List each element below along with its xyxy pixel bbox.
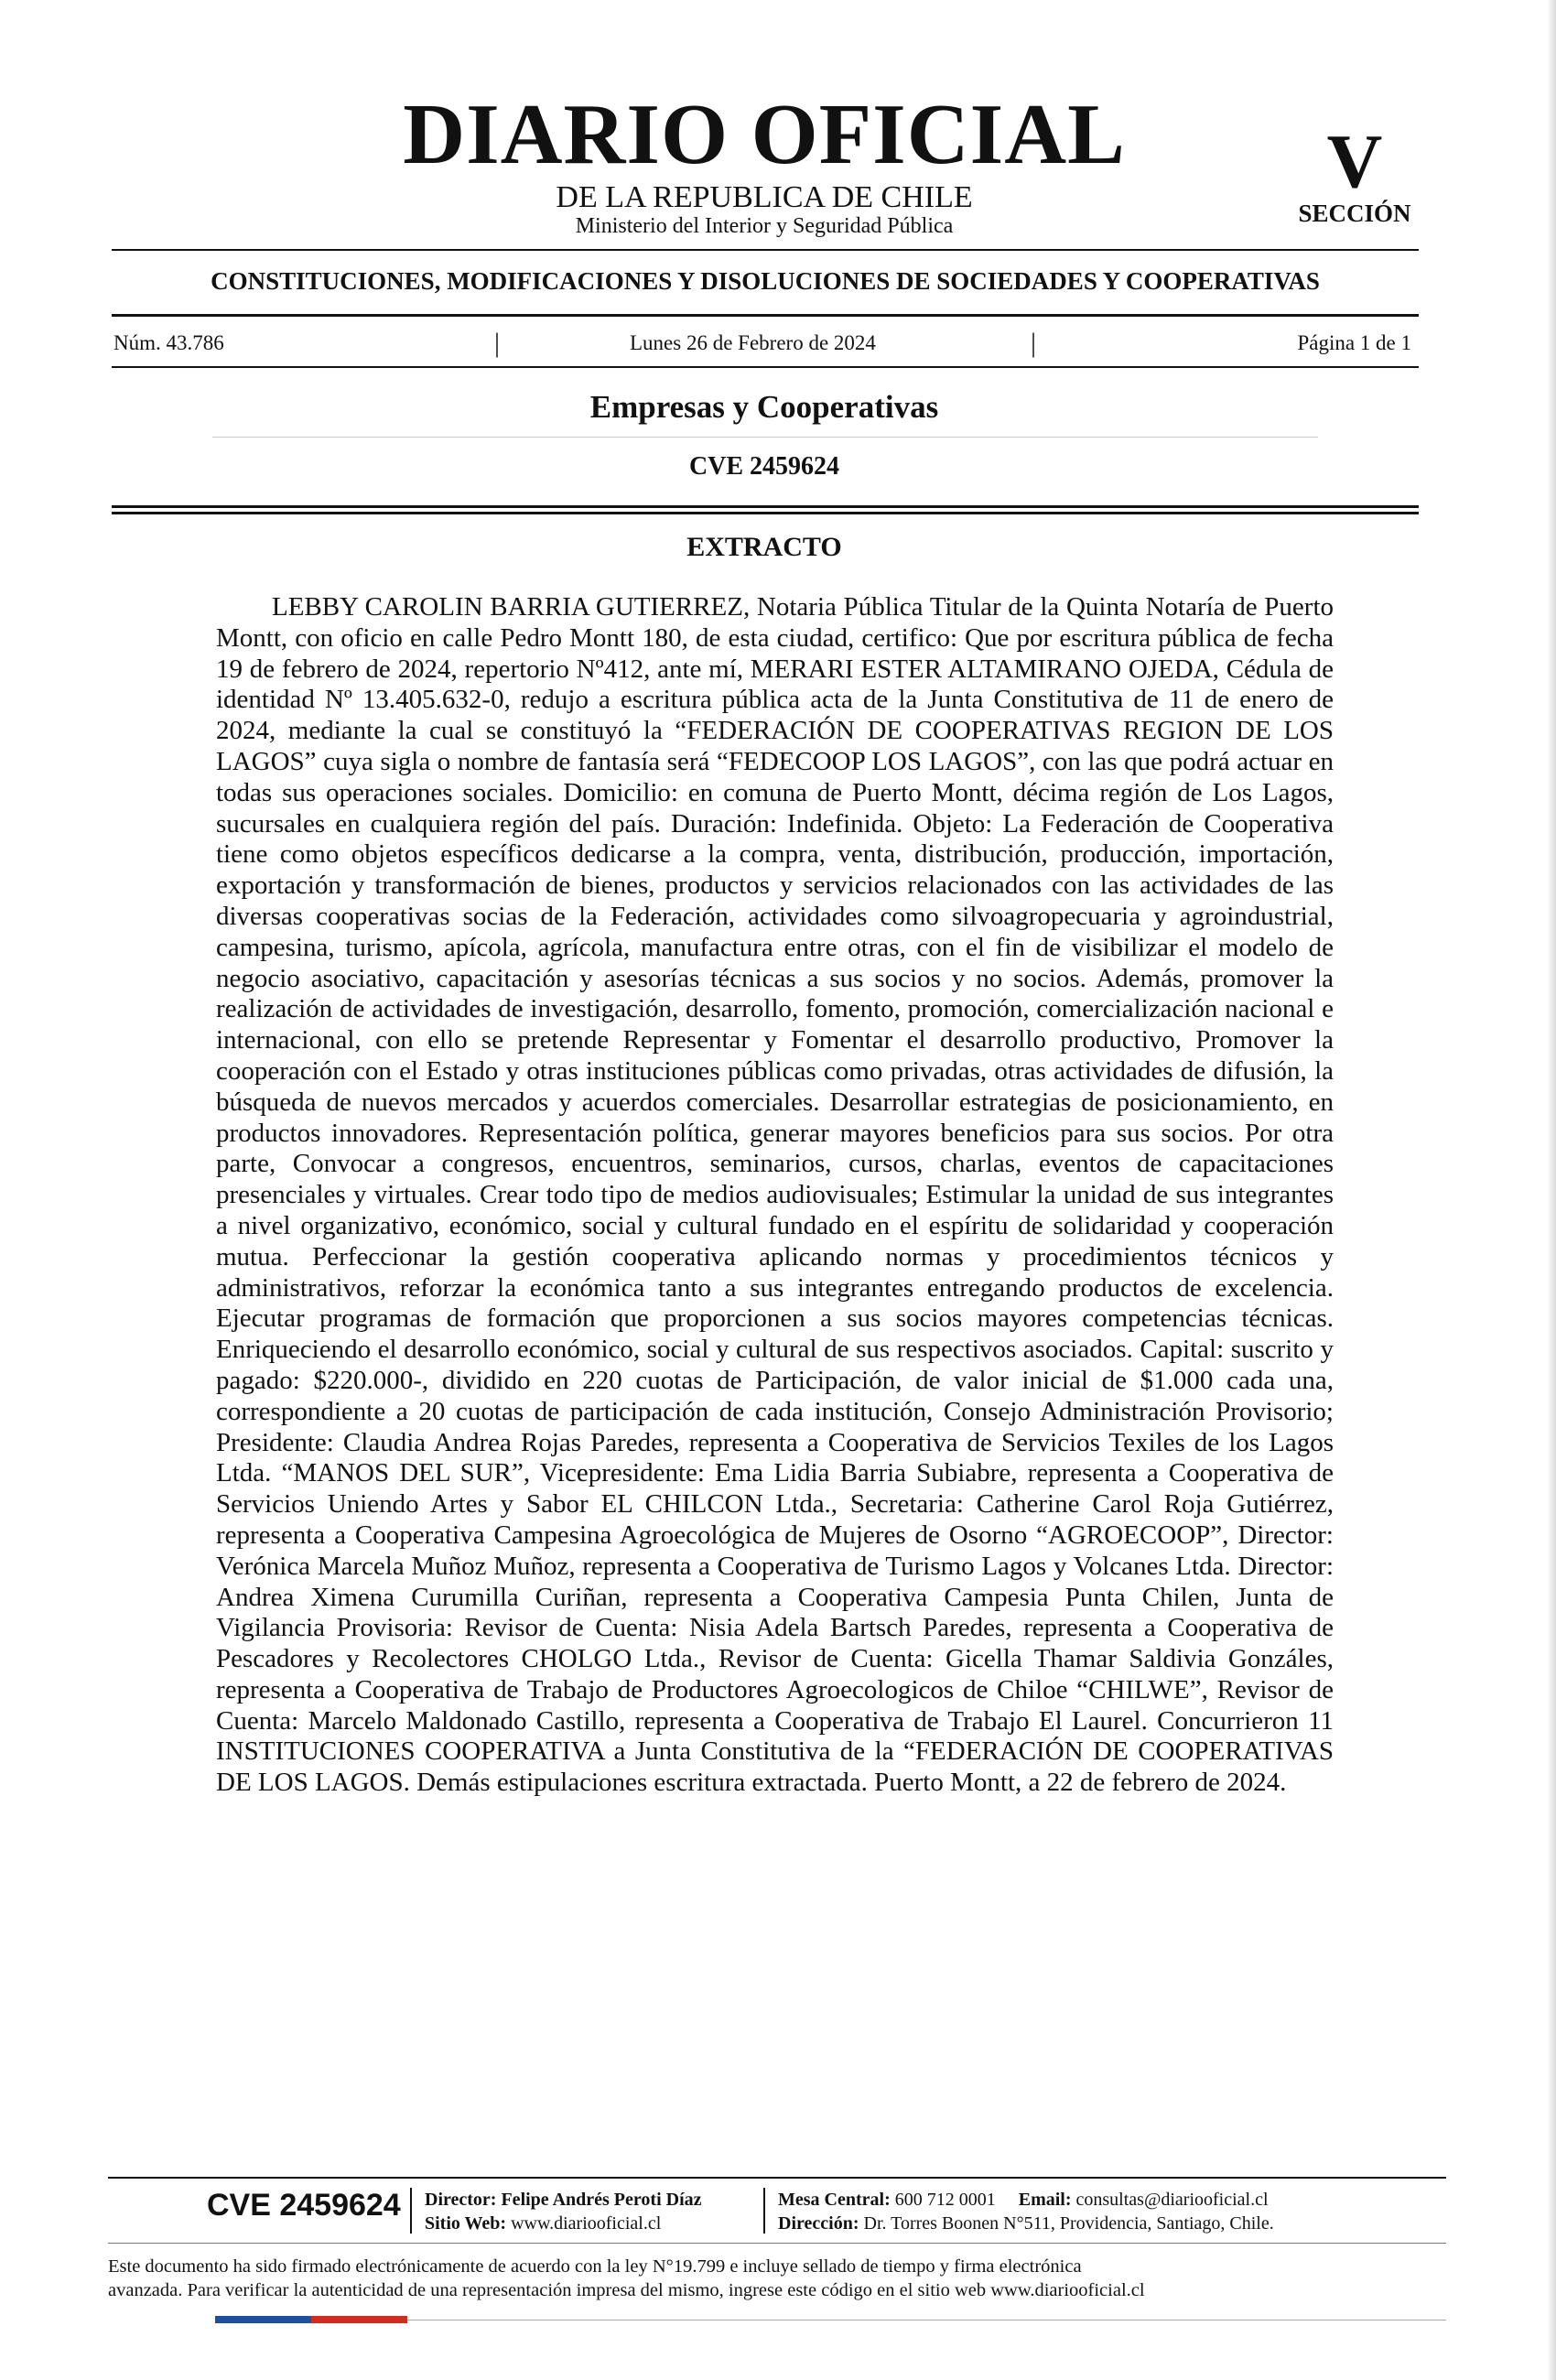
flag-stripe-red <box>311 2316 407 2323</box>
section-badge <box>1272 119 1437 228</box>
info-separator: | <box>1031 328 1037 358</box>
footer-divider <box>763 2188 765 2234</box>
newspaper-title: DIARIO OFICIAL <box>403 87 1126 182</box>
newspaper-subtitle: DE LA REPUBLICA DE CHILE <box>556 180 973 214</box>
page-edge-shadow <box>1547 0 1556 2380</box>
ministry-line: Ministerio del Interior y Seguridad Pública <box>575 213 954 238</box>
phone-number: 600 712 0001 <box>894 2190 996 2210</box>
email-label: Email: <box>1018 2190 1072 2210</box>
info-separator: | <box>494 328 501 358</box>
page-count: Página 1 de 1 <box>1297 331 1411 354</box>
footer-top-rule <box>108 2177 1446 2179</box>
section-letter: V <box>1326 119 1383 204</box>
director-label: Director: <box>425 2190 497 2210</box>
footer-signature-note-line1: Este documento ha sido firmado electrónicamente de acuerdo con la ley N°19.799 e incluye sellado de tiempo y firma electrónica <box>108 2256 1082 2277</box>
extract-body: LEBBY CAROLIN BARRIA GUTIERREZ, Notaria Pública Titular de la Quinta Notaría de Puerto Montt, con oficio en calle Pedro Montt 180, de esta ciudad, certifico: Que por escritura pública de fecha 19 de febrero de 2024, repertorio Nº412, ante mí, MERARI ESTER ALTAMIRANO OJEDA, Cédula de identidad Nº 13.405.632-0, redujo a escritura pública acta de la Junta Constitutiva de 11 de enero de 2024, mediante la cual se constituyó la “FEDERACIÓN DE COOPERATIVAS REGION DE LOS LAGOS” cuya sigla o nombre de fantasía será “FEDECOOP LOS LAGOS”, con las que podrá actuar en todas sus operaciones sociales. Domicilio: en comuna de Puerto Montt, décima región de Los Lagos, sucursales en cualquiera región del país. Duración: Indefinida. Objeto: La Federación de Cooperativa tiene como objetos específicos dedicarse a la compra, venta, distribución, producción, importación, exportación y transformación de bienes, productos y servicios relacionados con las actividades de las diversas cooperativas socias de la Federación, actividades como silvoagropecuaria y agroindustrial, campesina, turismo, apícola, agrícola, manufactura entre otras, con el fin de visibilizar el modelo de negocio asociativo, capacitación y asesorías técnicas a sus socios y no socios. Además, promover la realización de actividades de investigación, desarrollo, fomento, promoción, comercialización nacional e internacional, con ello se pretende Representar y Fomentar el desarrollo productivo, Promover la cooperación con el Estado y otras instituciones públicas como privadas, otras actividades de difusión, la búsqueda de nuevos mercados y acuerdos comerciales. Desarrollar estrategias de posicionamiento, en productos innovadores. Representación política, generar mayores beneficios para sus socios. Por otra parte, Convocar a congresos, encuentros, seminarios, cursos, charlas, eventos de capacitaciones presenciales y virtuales. Crear todo tipo de medios audiovisuales; Estimular la unidad de sus integrantes a nivel organizativo, económico, social y cultural fundado en el espíritu de solidaridad y cooperación mutua. Perfeccionar la gestión cooperativa aplicando normas y procedimientos técnicos y administrativos, reforzar la económica tanto a sus integrantes entregando productos de excelencia. Ejecutar programas de formación que proporcionen a sus socios mayores competencias técnicas. Enriqueciendo el desarrollo económico, social y cultural de sus respectivos asociados. Capital: suscrito y pagado: $220.000-, dividido en 220 cuotas de Participación, de valor inicial de $1.000 cada una, correspondiente a 20 cuotas de participación de cada institución, Consejo Administración Provisorio; Presidente: Claudia Andrea Rojas Paredes, representa a Cooperativa de Servicios Texiles de los Lagos Ltda. “MANOS DEL SUR”, Vicepresidente: Ema Lidia Barria Subiabre, representa a Cooperativa de Servicios Uniendo Artes y Sabor EL CHILCON Ltda., Secretaria: Catherine Carol Roja Gutiérrez, representa a Cooperativa Campesina Agroecológica de Mujeres de Osorno “AGROECOOP”, Director: Verónica Marcela Muñoz Muñoz, representa a Cooperativa de Turismo Lagos y Volcanes Ltda. Director: Andrea Ximena Curumilla Curiñan, representa a Cooperativa Campesia Punta Chilen, Junta de Vigilancia Provisoria: Revisor de Cuenta: Nisia Adela Bartsch Paredes, representa a Cooperativa de Pescadores y Recolectores CHOLGO Ltda., Revisor de Cuenta: Gicella Thamar Saldivia Gonzáles, representa a Cooperativa de Trabajo de Productores Agroecologicos de Chiloe “CHILWE”, Revisor de Cuenta: Marcelo Maldonado Castillo, representa a Cooperativa de Trabajo El Laurel. Concurrieron 11 INSTITUCIONES COOPERATIVA a Junta Constitutiva de la “FEDERACIÓN DE COOPERATIVAS DE LOS LAGOS. Demás estipulaciones escritura extractada. Puerto Montt, a 22 de febrero de 2024. <box>216 592 1334 1798</box>
footer-signature-note-line2: avanzada. Para verificar la autenticidad de una representación impresa del mismo, ingrese este código en el sitio web www.diariooficial.cl <box>108 2280 1145 2300</box>
issue-info-bar <box>112 328 1419 359</box>
section-banner: CONSTITUCIONES, MODIFICACIONES Y DISOLUCIONES DE SOCIEDADES Y COOPERATIVAS <box>211 267 1320 295</box>
category-heading: Empresas y Cooperativas <box>589 389 939 425</box>
phone-label: Mesa Central: <box>778 2190 891 2210</box>
issue-number: Núm. 43.786 <box>113 331 224 354</box>
issue-date: Lunes 26 de Febrero de 2024 <box>630 331 876 354</box>
footer-divider <box>410 2188 412 2234</box>
address-value: Dr. Torres Boonen N°511, Providencia, Santiago, Chile. <box>863 2213 1274 2234</box>
content-top-rule <box>112 505 1419 508</box>
category-underline <box>212 437 1318 438</box>
footer-contact <box>778 2190 1269 2211</box>
footer-director <box>425 2190 702 2211</box>
infobar-rule <box>112 366 1419 368</box>
footer-cve-code: CVE 2459624 <box>207 2188 401 2223</box>
section-label: SECCIÓN <box>1298 200 1411 227</box>
banner-top-rule <box>112 249 1419 251</box>
footer-address <box>778 2213 1274 2234</box>
website-label: Sitio Web: <box>425 2213 507 2234</box>
content-top-rule-double <box>112 512 1419 514</box>
website-link[interactable]: www.diariooficial.cl <box>511 2213 662 2234</box>
footer-website <box>425 2213 661 2234</box>
address-label: Dirección: <box>778 2213 859 2234</box>
footer-mid-rule <box>108 2243 1446 2244</box>
document-title: EXTRACTO <box>686 532 842 562</box>
cve-code: CVE 2459624 <box>688 452 840 481</box>
banner-bottom-rule <box>112 314 1419 317</box>
email-address[interactable]: consultas@diariooficial.cl <box>1075 2190 1269 2210</box>
director-name: Felipe Andrés Peroti Díaz <box>501 2190 702 2210</box>
flag-stripe-blue <box>215 2316 311 2323</box>
